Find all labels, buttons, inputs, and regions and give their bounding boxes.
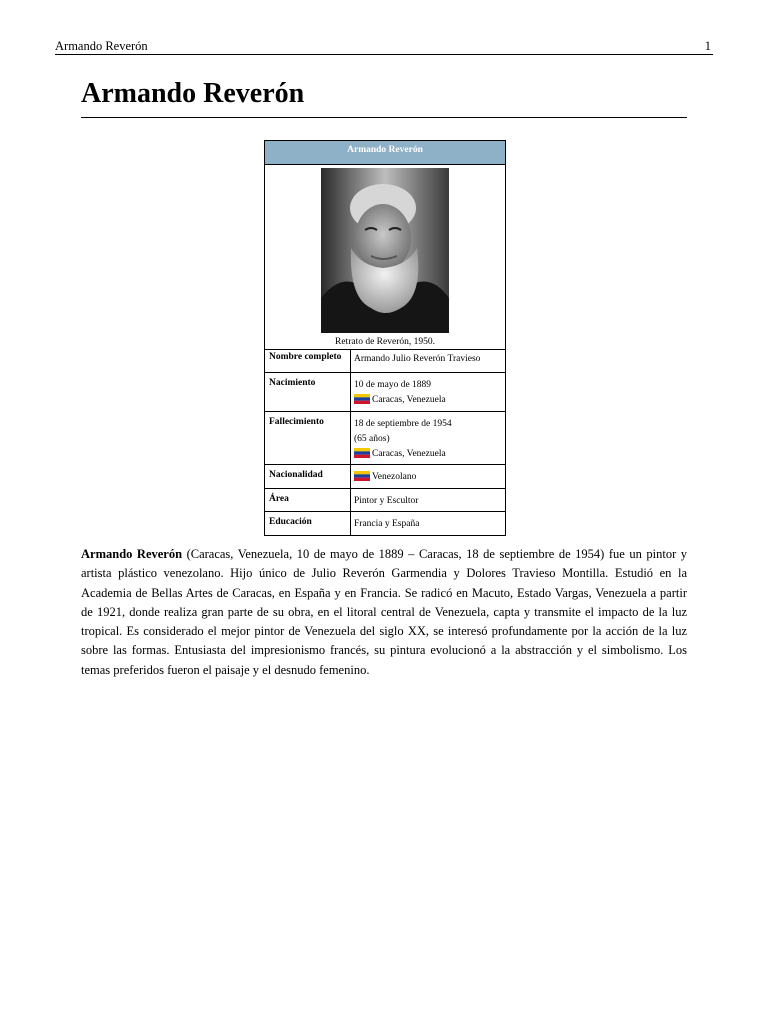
infobox-value: Francia y España [354,519,420,529]
infobox-value: Pintor y Escultor [354,496,419,506]
infobox-row-nacimiento [265,372,505,411]
full-name-value: Armando Julio Reverón Travieso [354,354,481,364]
birth-date: 10 de mayo de 1889 [354,380,432,390]
portrait-photo [321,168,449,333]
age-at-death: (65 años) [354,434,390,444]
nationality-text: Venezolano [372,472,417,482]
infobox [264,140,506,536]
infobox-row-educacion [265,511,505,535]
infobox-value [351,350,480,372]
venezuela-flag-icon [354,448,370,458]
image-caption: Retrato de Reverón, 1950. [335,337,435,347]
venezuela-flag-icon [354,394,370,404]
lead-name: Armando Reverón [81,547,183,561]
infobox-label: Nacimiento [265,373,351,411]
infobox-row-nacionalidad [265,464,505,488]
infobox-value [351,412,452,464]
infobox-header: Armando Reverón [265,141,505,165]
running-header-title: Armando Reverón [55,39,148,53]
birth-place-text: Caracas, Venezuela [372,395,446,405]
infobox-row-nombre-completo [265,349,505,372]
venezuela-flag-icon [354,471,370,481]
infobox-value [351,373,446,411]
infobox-row-fallecimiento [265,411,505,464]
infobox-label: Nacionalidad [265,465,351,488]
birth-place [354,393,446,408]
article-title: Armando Reverón [81,76,687,118]
death-place-text: Caracas, Venezuela [372,449,446,459]
infobox-label: Educación [265,512,351,535]
death-date: 18 de septiembre de 1954 [354,419,452,429]
death-place [354,447,452,462]
article-paragraph [81,545,687,680]
running-header [55,38,713,55]
infobox-label: Nombre completo [265,350,351,372]
page-number: 1 [704,39,711,53]
paragraph-text: (Caracas, Venezuela, 10 de mayo de 1889 – Caracas, 18 de septiembre de 1954) fue un pintor y artista plástico venezolano. Hijo único de Julio Reverón Garmendia y Dolores Travieso Montilla. Estudió en la Academia de Bellas Artes de Caracas, en España y en Francia. Se radicó en Macuto, Estado Vargas, Venezuela a partir de 1921, donde realiza gran parte de su obra, en el litoral central de Venezuela, capta y transmite el impacto de la luz tropical. Es considerado el mejor pintor de Venezuela del siglo XX, se interesó profundamente por la acción de la luz sobre las formas. Entusiasta del impresionismo francés, su pintura evolucionó a la abstracción y el simbolismo. Los temas preferidos fueron el paisaje y el desnudo femenino. [81,547,687,677]
infobox-image-cell [265,165,505,333]
infobox-label: Fallecimiento [265,412,351,464]
infobox-row-area [265,488,505,511]
infobox-value [351,465,416,488]
infobox-label: Área [265,489,351,511]
